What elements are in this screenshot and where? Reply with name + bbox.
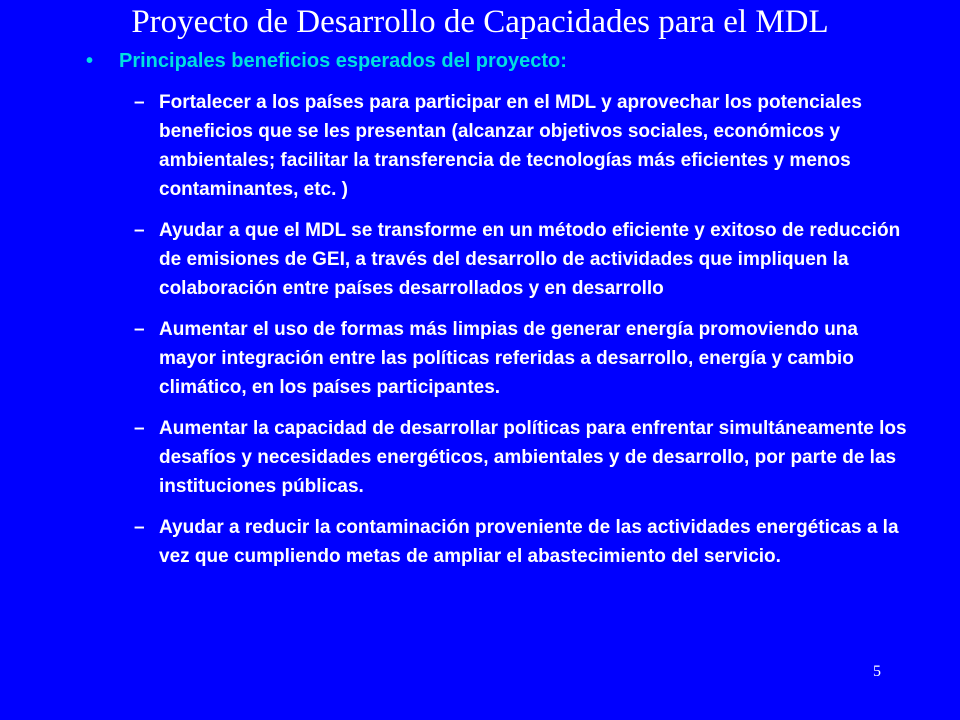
main-bullet-text: Principales beneficios esperados del proyecto:: [119, 50, 567, 72]
dash-marker: –: [134, 220, 145, 241]
list-item-text: Aumentar la capacidad de desarrollar políticas para enfrentar simultáneamente los desafíos y necesidades energéticos, ambientales y de desarrollo, por parte de las instituciones públicas.: [159, 418, 907, 497]
list-item: [134, 315, 914, 402]
dash-marker: –: [134, 92, 145, 113]
list-item: [134, 513, 914, 571]
list-item-text: Aumentar el uso de formas más limpias de generar energía promoviendo una mayor integración entre las políticas referidas a desarrollo, energía y cambio climático, en los países participantes.: [159, 319, 858, 398]
dash-marker: –: [134, 418, 145, 439]
list-item-text: Ayudar a que el MDL se transforme en un método eficiente y exitoso de reducción de emisiones de GEI, a través del desarrollo de actividades que impliquen la colaboración entre países desarrollados y en desarrollo: [159, 220, 901, 299]
slide-title: Proyecto de Desarrollo de Capacidades para el MDL: [131, 4, 829, 40]
dash-marker: –: [134, 517, 145, 538]
list-item: [134, 88, 914, 204]
benefit-list: [134, 88, 914, 583]
bullet-marker: •: [86, 50, 94, 72]
list-item-text: Ayudar a reducir la contaminación proveniente de las actividades energéticas a la vez que cumpliendo metas de ampliar el abastecimiento del servicio.: [159, 517, 899, 567]
main-bullet: [86, 50, 567, 73]
list-item: [134, 216, 914, 303]
list-item: [134, 414, 914, 501]
dash-marker: –: [134, 319, 145, 340]
list-item-text: Fortalecer a los países para participar en el MDL y aprovechar los potenciales beneficios que se les presentan (alcanzar objetivos sociales, económicos y ambientales; facilitar la transferencia de tecnologías más eficientes y menos contaminantes, etc. ): [159, 92, 862, 200]
page-number: 5: [873, 663, 881, 680]
